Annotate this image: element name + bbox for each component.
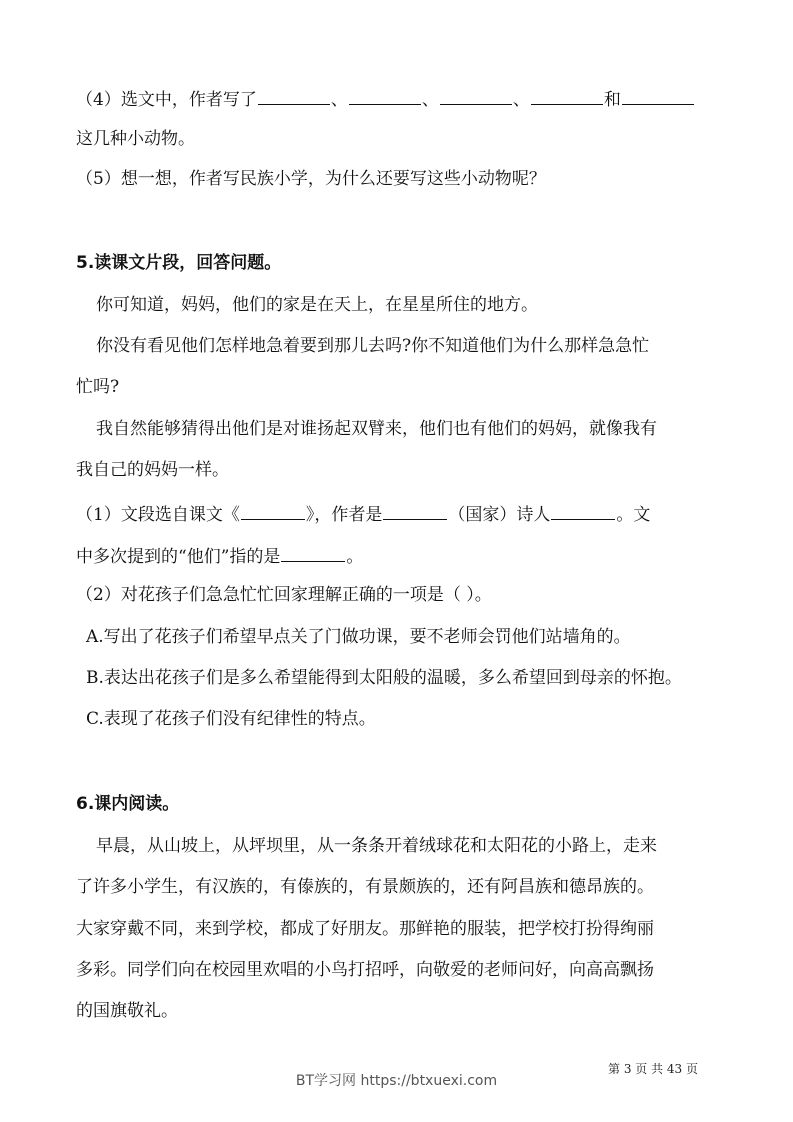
- answer-blank[interactable]: [531, 86, 603, 105]
- q5-option-c[interactable]: C.表现了花孩子们没有纪律性的特点。: [86, 709, 376, 729]
- q4-part4-line1: [76, 86, 695, 112]
- separator: 、: [421, 90, 439, 110]
- q6-line3: 大家穿戴不同，来到学校，都成了好朋友。那鲜艳的服装，把学校打扮得绚丽: [76, 919, 654, 939]
- q6-title: 6.课内阅读。: [76, 794, 180, 814]
- q5-title: 5.读课文片段，回答问题。: [76, 253, 282, 273]
- q4-part4-prefix: （4）选文中，作者写了: [76, 90, 257, 110]
- q5-sub1-text: （国家）诗人: [448, 505, 551, 525]
- q5-sub2: （2）对花孩子们急急忙忙回家理解正确的一项是（ ）。: [76, 585, 492, 605]
- q5-sub1-text: （1）文段选自课文《: [76, 505, 240, 525]
- q4-part5: （5）想一想，作者写民族小学，为什么还要写这些小动物呢？: [76, 169, 546, 189]
- answer-blank[interactable]: [440, 86, 512, 105]
- answer-blank[interactable]: [281, 543, 345, 562]
- page-number: 第 3 页 共 43 页: [608, 1062, 698, 1076]
- q5-para1: 你可知道，妈妈，他们的家是在天上，在星星所住的地方。: [96, 295, 538, 315]
- q5-option-a[interactable]: A.写出了花孩子们希望早点关了门做功课，要不老师会罚他们站墙角的。: [86, 627, 631, 647]
- q5-sub1-text: 中多次提到的“他们”指的是: [76, 547, 281, 567]
- answer-blank[interactable]: [241, 501, 305, 520]
- q5-sub1-text: 。文: [616, 505, 651, 525]
- q5-sub1-line2: [76, 543, 363, 569]
- site-watermark[interactable]: BT学习网 https://btxuexi.com: [295, 1073, 498, 1089]
- q6-line4: 多彩。同学们向在校园里欢唱的小鸟打招呼，向敬爱的老师问好，向高高飘扬: [76, 960, 654, 980]
- q6-line2: 了许多小学生，有汉族的，有傣族的，有景颇族的，还有阿昌族和德昂族的。: [76, 877, 654, 897]
- separator: 、: [512, 90, 530, 110]
- q6-line5: 的国旗敬礼。: [76, 1001, 178, 1021]
- q6-line1: 早晨，从山坡上，从坪坝里，从一条条开着绒球花和太阳花的小路上，走来: [96, 836, 657, 856]
- q5-para3-line2: 我自己的妈妈一样。: [76, 460, 229, 480]
- q5-para2-line2: 忙吗?: [76, 377, 120, 397]
- separator: 、: [330, 90, 348, 110]
- answer-blank[interactable]: [383, 501, 447, 520]
- answer-blank[interactable]: [258, 86, 330, 105]
- answer-blank[interactable]: [551, 501, 615, 520]
- q4-part4-line2: 这几种小动物。: [76, 129, 195, 149]
- q5-para3-line1: 我自然能够猜得出他们是对谁扬起双臂来，他们也有他们的妈妈，就像我有: [96, 419, 657, 439]
- q5-sub1-line1: [76, 501, 650, 527]
- q5-option-b[interactable]: B.表达出花孩子们是多么希望能得到太阳般的温暖，多么希望回到母亲的怀抱。: [86, 668, 682, 688]
- answer-blank[interactable]: [349, 86, 421, 105]
- conjunction: 和: [603, 90, 621, 110]
- q5-sub1-text: 。: [346, 547, 364, 567]
- q5-sub1-text: 》，作者是: [305, 505, 383, 525]
- q5-para2-line1: 你没有看见他们怎样地急着要到那儿去吗?你不知道他们为什么那样急急忙: [96, 336, 650, 356]
- answer-blank[interactable]: [622, 86, 694, 105]
